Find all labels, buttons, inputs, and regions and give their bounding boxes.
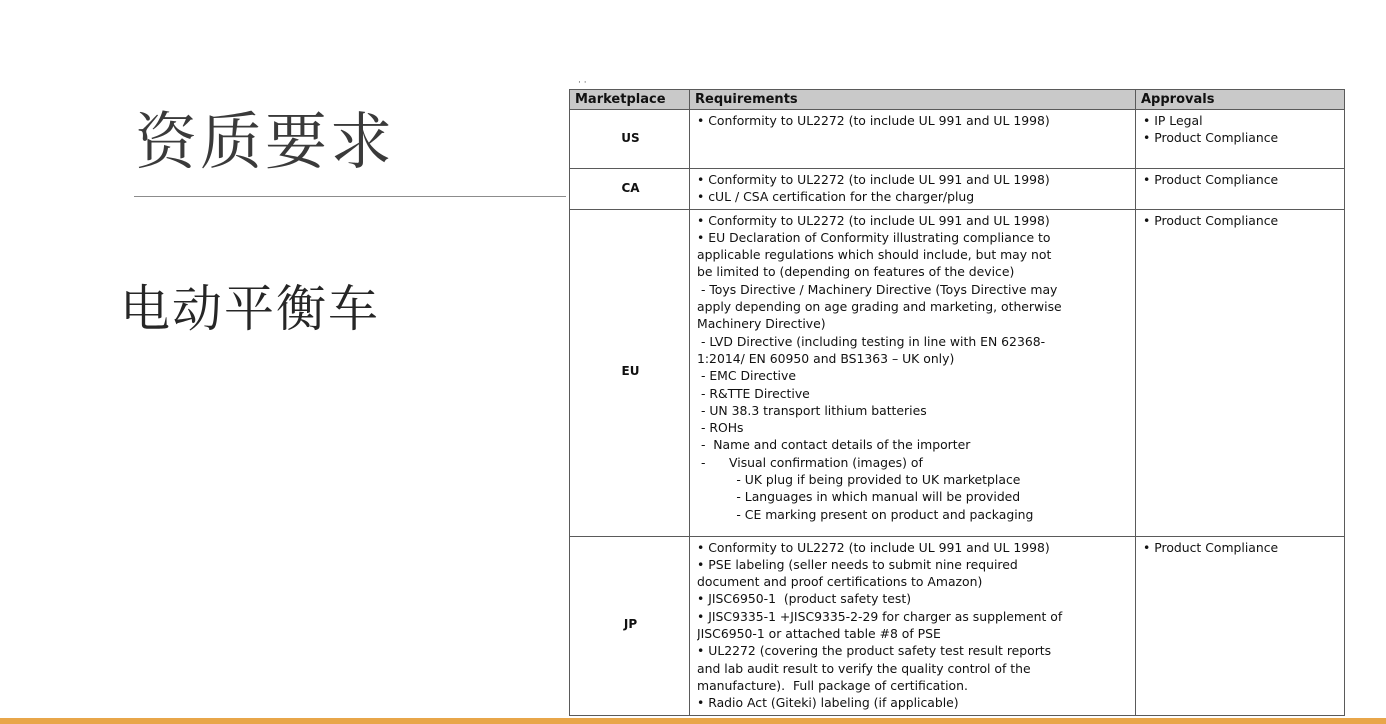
requirement-line: • JISC6950-1 (product safety test)	[697, 591, 912, 607]
marketplace-cell: JP	[570, 536, 690, 715]
requirement-line: - Toys Directive / Machinery Directive (Toys Directive may	[697, 281, 1058, 297]
requirement-line: JISC6950-1 or attached table #8 of PSE	[697, 626, 941, 642]
requirement-line: applicable regulations which should include, but may not	[697, 247, 1052, 263]
requirement-line: - R&TTE Directive	[697, 385, 810, 401]
requirements-cell	[690, 110, 1136, 169]
requirement-line: - UK plug if being provided to UK marketplace	[697, 472, 1021, 488]
approvals-cell	[1136, 110, 1345, 169]
table-row-jp	[570, 536, 1345, 715]
approval-line: • IP Legal	[1143, 113, 1203, 128]
approval-line: • Product Compliance	[1143, 172, 1279, 187]
requirement-line: • Conformity to UL2272 (to include UL 991 and UL 1998)	[697, 212, 1050, 228]
requirement-line: document and proof certifications to Amazon)	[697, 574, 983, 590]
requirement-line: - Languages in which manual will be provided	[697, 489, 1021, 505]
header-marketplace: Marketplace	[570, 90, 690, 110]
table-top-marks: · ·	[578, 78, 587, 88]
marketplace-cell: EU	[570, 209, 690, 536]
requirement-line: and lab audit result to verify the quality control of the	[697, 660, 1031, 676]
requirements-table	[569, 89, 1345, 716]
requirement-line: 1:2014/ EN 60950 and BS1363 – UK only)	[697, 350, 955, 366]
requirement-line: • Conformity to UL2272 (to include UL 991 and UL 1998)	[697, 113, 1050, 128]
title-divider	[134, 196, 566, 197]
requirement-line: - CE marking present on product and packaging	[697, 506, 1034, 522]
requirement-line: • JISC9335-1 +JISC9335-2-29 for charger as supplement of	[697, 608, 1063, 624]
requirement-line: • Conformity to UL2272 (to include UL 991 and UL 1998)	[697, 172, 1050, 187]
approvals-cell	[1136, 209, 1345, 536]
header-requirements: Requirements	[690, 90, 1136, 110]
marketplace-cell: CA	[570, 169, 690, 210]
slide-title: 资质要求	[135, 105, 396, 178]
marketplace-cell: US	[570, 110, 690, 169]
requirement-line: • cUL / CSA certification for the charger/plug	[697, 189, 975, 205]
approvals-cell	[1136, 536, 1345, 715]
requirement-line: Machinery Directive)	[697, 316, 826, 332]
requirement-line: • EU Declaration of Conformity illustrating compliance to	[697, 229, 1051, 245]
header-approvals: Approvals	[1136, 90, 1345, 110]
requirements-cell	[690, 536, 1136, 715]
requirement-line: - ROHs	[697, 420, 744, 436]
approval-line: • Product Compliance	[1143, 130, 1279, 146]
slide-subtitle: 电动平衡车	[120, 280, 380, 338]
requirement-line: - LVD Directive (including testing in line with EN 62368-	[697, 333, 1046, 349]
requirements-cell	[690, 169, 1136, 210]
approval-line: • Product Compliance	[1143, 539, 1279, 555]
requirement-line: • PSE labeling (seller needs to submit nine required	[697, 556, 1018, 572]
requirement-line: manufacture). Full package of certification.	[697, 677, 968, 693]
requirement-line: be limited to (depending on features of the device)	[697, 264, 1015, 280]
requirements-cell	[690, 209, 1136, 536]
requirement-line: apply depending on age grading and marketing, otherwise	[697, 299, 1062, 315]
requirement-line: - UN 38.3 transport lithium batteries	[697, 402, 927, 418]
requirement-line: - Visual confirmation (images) of	[697, 454, 923, 470]
table-row-eu	[570, 209, 1345, 536]
approvals-cell	[1136, 169, 1345, 210]
bottom-accent-bar	[0, 718, 1386, 724]
table-row-ca	[570, 169, 1345, 210]
requirement-line: - Name and contact details of the importer	[697, 437, 971, 453]
requirement-line: • Radio Act (Giteki) labeling (if applicable)	[697, 695, 959, 711]
requirement-line: • UL2272 (covering the product safety test result reports	[697, 643, 1052, 659]
approval-line: • Product Compliance	[1143, 212, 1279, 228]
requirement-line: • Conformity to UL2272 (to include UL 991 and UL 1998)	[697, 539, 1050, 555]
requirement-line: - EMC Directive	[697, 368, 796, 384]
table-row-us	[570, 110, 1345, 169]
table-header-row	[570, 90, 1345, 110]
